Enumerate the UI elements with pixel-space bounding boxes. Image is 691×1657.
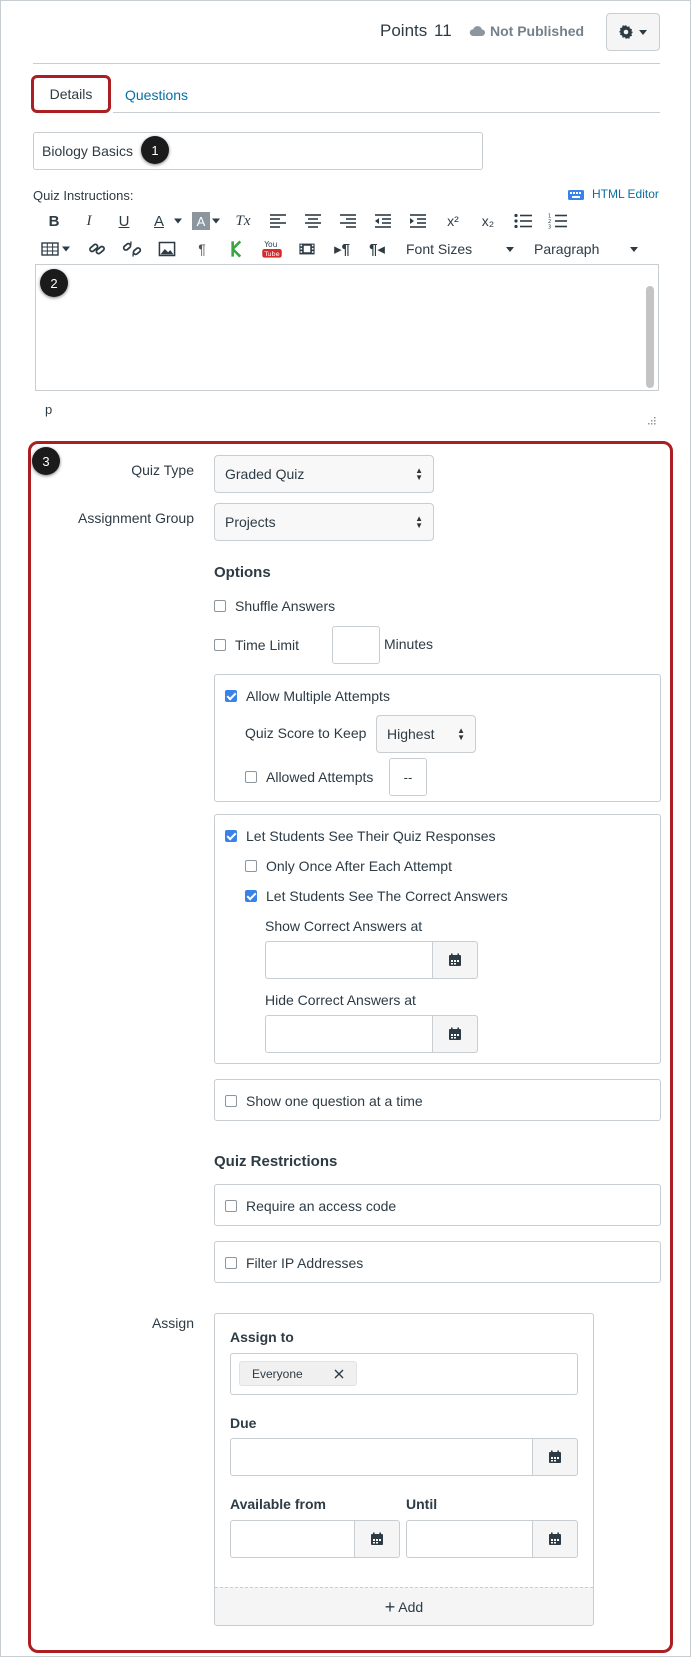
allowed-attempts-value: -- xyxy=(403,769,413,785)
only-once-option[interactable] xyxy=(245,858,452,874)
available-from-calendar-button[interactable] xyxy=(355,1520,400,1558)
filter-ip-checkbox[interactable] xyxy=(225,1257,237,1269)
assignee-chip-label: Everyone xyxy=(252,1366,303,1381)
available-from-label: Available from xyxy=(230,1496,326,1512)
points-value: 11 xyxy=(434,21,452,40)
font-sizes-select[interactable] xyxy=(406,241,514,257)
calendar-icon xyxy=(548,1532,562,1546)
settings-menu-button[interactable] xyxy=(606,13,660,51)
underline-button[interactable]: U xyxy=(118,212,130,230)
plus-icon: + xyxy=(384,1596,396,1617)
assignment-group-select[interactable] xyxy=(214,503,434,541)
calendar-icon xyxy=(448,953,462,967)
allow-multiple-attempts-checkbox[interactable] xyxy=(225,690,237,702)
one-question-checkbox[interactable] xyxy=(225,1095,237,1107)
available-from-input[interactable] xyxy=(230,1520,355,1558)
hide-correct-at-label: Hide Correct Answers at xyxy=(265,992,416,1008)
keyboard-icon xyxy=(568,189,584,200)
assign-to-label: Assign to xyxy=(230,1329,294,1345)
time-limit-option[interactable] xyxy=(214,637,299,653)
pilcrow-icon[interactable]: ¶ xyxy=(198,241,206,257)
shuffle-answers-label: Shuffle Answers xyxy=(235,598,336,614)
caret-down-icon xyxy=(630,247,638,252)
only-once-checkbox[interactable] xyxy=(245,860,257,872)
clear-format-button[interactable]: Tx xyxy=(235,212,251,229)
background-color-button[interactable]: A xyxy=(192,212,210,230)
bullet-list-icon[interactable] xyxy=(510,208,536,234)
quiz-restrictions-heading: Quiz Restrictions xyxy=(214,1153,338,1170)
quiz-title-value: Biology Basics xyxy=(42,143,134,159)
caret-down-icon[interactable] xyxy=(212,208,220,234)
media-icon[interactable] xyxy=(294,236,320,262)
see-correct-answers-label: Let Students See The Correct Answers xyxy=(266,888,508,904)
svg-text:2: 2 xyxy=(548,219,552,225)
outdent-icon[interactable] xyxy=(370,208,396,234)
editor-path: p xyxy=(45,402,53,417)
one-question-option[interactable] xyxy=(225,1093,423,1109)
time-limit-label: Time Limit xyxy=(235,637,300,653)
italic-button[interactable]: I xyxy=(86,212,92,229)
subscript-button[interactable]: x₂ xyxy=(481,213,495,229)
align-center-icon[interactable] xyxy=(300,208,326,234)
caret-down-icon[interactable] xyxy=(174,208,182,234)
show-correct-at-label: Show Correct Answers at xyxy=(265,918,423,934)
paragraph-select[interactable] xyxy=(534,241,638,257)
show-correct-at-input[interactable] xyxy=(265,941,433,979)
quiz-score-select[interactable] xyxy=(376,715,476,753)
youtube-icon[interactable] xyxy=(259,236,285,262)
unlink-icon[interactable] xyxy=(119,236,145,262)
editor-toolbar-row-2 xyxy=(41,236,638,262)
tabs-divider xyxy=(113,112,660,113)
tab-details-label: Details xyxy=(49,86,93,102)
add-assignment-button[interactable] xyxy=(215,1587,593,1625)
allow-multiple-attempts-option[interactable] xyxy=(225,688,390,704)
editor-scrollbar[interactable] xyxy=(646,286,654,388)
assignee-chip[interactable] xyxy=(239,1361,357,1386)
callout-badge-3: 3 xyxy=(32,447,60,475)
svg-text:1: 1 xyxy=(548,213,552,220)
due-label: Due xyxy=(230,1415,257,1431)
select-arrows-icon: ▲ ▼ xyxy=(415,466,423,482)
superscript-button[interactable]: x² xyxy=(447,213,459,229)
caret-down-icon[interactable] xyxy=(62,236,70,262)
font-sizes-label: Font Sizes xyxy=(406,241,473,257)
filter-ip-label: Filter IP Addresses xyxy=(246,1255,364,1271)
hide-correct-at-input[interactable] xyxy=(265,1015,433,1053)
caret-down-icon xyxy=(506,247,514,252)
calendar-icon xyxy=(370,1532,384,1546)
publish-status[interactable] xyxy=(469,23,584,39)
only-once-label: Only Once After Each Attempt xyxy=(266,858,452,874)
paragraph-label: Paragraph xyxy=(534,241,600,257)
editor-toolbar-row-1 xyxy=(41,208,580,234)
access-code-label: Require an access code xyxy=(246,1198,397,1214)
html-editor-label: HTML Editor xyxy=(592,187,659,201)
allowed-attempts-label: Allowed Attempts xyxy=(266,769,374,785)
see-responses-label: Let Students See Their Quiz Responses xyxy=(246,828,496,844)
k-icon[interactable] xyxy=(224,236,250,262)
options-heading: Options xyxy=(214,564,271,581)
minutes-label: Minutes xyxy=(384,636,434,652)
publish-status-label: Not Published xyxy=(490,23,585,39)
calendar-icon xyxy=(448,1027,462,1041)
until-calendar-button[interactable] xyxy=(533,1520,578,1558)
allowed-attempts-checkbox[interactable] xyxy=(245,771,257,783)
close-icon[interactable] xyxy=(334,1369,344,1379)
tab-questions[interactable]: Questions xyxy=(125,87,189,103)
align-left-icon[interactable] xyxy=(265,208,291,234)
add-label: Add xyxy=(398,1598,424,1615)
shuffle-answers-checkbox[interactable] xyxy=(214,600,226,612)
image-icon[interactable] xyxy=(154,236,180,262)
align-right-icon[interactable] xyxy=(335,208,361,234)
tab-details[interactable] xyxy=(31,75,111,113)
svg-text:3: 3 xyxy=(548,224,552,231)
see-responses-checkbox[interactable] xyxy=(225,830,237,842)
one-question-label: Show one question at a time xyxy=(246,1093,423,1109)
link-icon[interactable] xyxy=(84,236,110,262)
assign-label: Assign xyxy=(151,1315,194,1331)
svg-text:Tube: Tube xyxy=(264,250,280,259)
allowed-attempts-input[interactable] xyxy=(389,758,427,796)
indent-icon[interactable] xyxy=(405,208,431,234)
svg-text:You: You xyxy=(264,239,278,249)
points-label: Points xyxy=(380,21,428,40)
until-input[interactable] xyxy=(406,1520,533,1558)
instructions-editor[interactable] xyxy=(35,264,659,391)
quiz-score-value: Highest xyxy=(387,726,435,742)
shuffle-answers-option[interactable] xyxy=(214,598,335,614)
callout-badge-1: 1 xyxy=(141,136,169,164)
quiz-score-to-keep-label: Quiz Score to Keep xyxy=(245,725,367,741)
show-correct-at-calendar-button[interactable] xyxy=(433,941,478,979)
gear-icon xyxy=(619,25,633,39)
header-divider xyxy=(33,63,660,64)
numbered-list-icon[interactable] xyxy=(545,208,571,234)
time-limit-minutes-input[interactable] xyxy=(332,626,380,664)
assignment-group-value: Projects xyxy=(225,514,276,530)
rtl-icon[interactable]: ¶◂ xyxy=(369,241,385,258)
hide-correct-at-calendar-button[interactable] xyxy=(433,1015,478,1053)
allow-multiple-attempts-label: Allow Multiple Attempts xyxy=(246,688,390,704)
see-correct-answers-checkbox[interactable] xyxy=(245,890,257,902)
ltr-icon[interactable]: ▸¶ xyxy=(334,241,350,258)
bold-button[interactable]: B xyxy=(48,212,60,230)
quiz-type-label: Quiz Type xyxy=(131,462,194,478)
quiz-type-value: Graded Quiz xyxy=(225,466,305,482)
see-correct-answers-option[interactable] xyxy=(245,888,508,904)
table-icon[interactable] xyxy=(41,236,59,262)
allowed-attempts-option[interactable] xyxy=(245,769,373,785)
html-editor-link[interactable] xyxy=(568,187,659,201)
quiz-instructions-label: Quiz Instructions: xyxy=(33,188,134,203)
access-code-checkbox[interactable] xyxy=(225,1200,237,1212)
callout-badge-2: 2 xyxy=(40,269,68,297)
cloud-icon xyxy=(469,25,485,37)
quiz-title-input[interactable] xyxy=(33,132,483,170)
access-code-option[interactable] xyxy=(225,1198,396,1214)
filter-ip-option[interactable] xyxy=(225,1255,363,1271)
time-limit-checkbox[interactable] xyxy=(214,639,226,651)
see-responses-option[interactable] xyxy=(225,828,496,844)
due-date-input[interactable] xyxy=(230,1438,533,1476)
until-label: Until xyxy=(406,1496,438,1512)
calendar-icon xyxy=(548,1450,562,1464)
quiz-type-select[interactable] xyxy=(214,455,434,493)
select-arrows-icon: ▲ ▼ xyxy=(457,726,465,742)
due-calendar-button[interactable] xyxy=(533,1438,578,1476)
assignment-group-label: Assignment Group xyxy=(78,510,194,526)
text-color-button[interactable]: A xyxy=(153,212,164,230)
select-arrows-icon: ▲ ▼ xyxy=(415,514,423,530)
resize-handle-icon[interactable] xyxy=(646,415,656,425)
caret-down-icon xyxy=(639,30,647,35)
